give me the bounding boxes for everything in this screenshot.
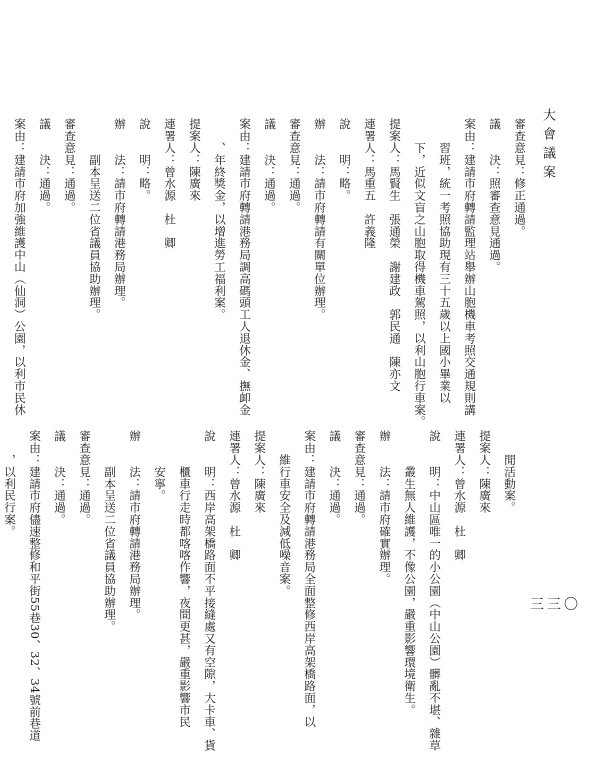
text-column: 連署人：曾水源 杜 卿	[453, 430, 467, 561]
text-column: 案由：建請市府儘速整修和平街55巷30、32、34號前巷道	[28, 430, 42, 742]
text-column: 櫃車行走時都喀喀作響，夜間更甚，嚴重影響市民	[178, 430, 192, 728]
text-column: 提案人：陳廣來	[253, 430, 267, 514]
text-column: 議 決：照審查意見通過。	[488, 118, 502, 273]
text-column: 習班，統一考照協助現有三十五歲以上國小畢業以	[438, 118, 452, 404]
text-column: 審查意見：通過。	[63, 118, 77, 214]
text-column: 提案人：陳廣來	[478, 430, 492, 514]
text-column: 議 決：通過。	[328, 430, 342, 526]
text-column: 審查意見：通過。	[353, 430, 367, 526]
text-column: 審查意見：通過。	[288, 118, 302, 214]
text-column: 閒活動案。	[503, 430, 517, 514]
text-column: 議 決：通過。	[263, 118, 277, 214]
top-text-block	[7, 118, 532, 438]
text-column: ，以利民行案。	[3, 430, 17, 538]
text-column: 辦 法：請市府轉請港務局辦理。	[128, 430, 142, 621]
text-column: 案由：建請市府轉請監理站舉辦山胞機車考照交通規則講	[463, 118, 477, 416]
page-header: 大會議案	[540, 108, 555, 184]
text-column: 審查意見：修正通過。	[513, 118, 527, 237]
text-column: 、年終獎金，以增進勞工福利案。	[213, 118, 227, 321]
text-column: 說 明：略。	[138, 118, 152, 202]
text-column: 連署人：曾水源 杜 卿	[228, 430, 242, 561]
text-column: 辦 法：請市府轉請有關單位辦理。	[313, 118, 327, 321]
text-column: 議 決：通過。	[38, 118, 52, 214]
text-column: 提案人：陳廣來	[188, 118, 202, 202]
text-column: 辦 法：請市府轉請港務局辦理。	[113, 118, 127, 309]
text-column: 說 明：中山區唯一的小公園（中山公園）髒亂不堪、雜草	[428, 430, 442, 752]
text-column: 叢生無人維護，不像公園，嚴重影響環境衛生。	[403, 430, 417, 716]
text-column: 辦 法：請市府確實辦理。	[378, 430, 392, 585]
text-column: 說 明：西岸高架橋路面不平接縫處又有空隙，大卡車、貨	[203, 430, 217, 752]
text-column: 議 決：通過。	[53, 430, 67, 526]
bottom-text-block	[0, 430, 522, 760]
text-column: 安寧。	[153, 430, 167, 502]
text-column: 案由：建請市府轉請港務局調高碼頭工人退休金、撫卹金	[238, 118, 252, 416]
text-column: 副本呈送二位省議員協助辦理。	[103, 430, 117, 633]
text-column: 說 明：略。	[338, 118, 352, 202]
text-column: 連署人：曾水源 杜 卿	[163, 118, 177, 249]
text-column: 案由：建請市府加強維護中山（仙洞）公園，以利市民休	[13, 118, 27, 416]
text-column: 連署人：馬重五 許義隆	[363, 118, 377, 249]
text-column: 案由：建請市府轉請港務局全面整修西岸高架橋路面，以	[303, 430, 317, 728]
text-column: 維行車安全及減低噪音案。	[278, 430, 292, 597]
text-column: 提案人：馬賢生 張通榮 謝建政 郭民通 陳亦文	[388, 118, 402, 392]
text-column: 審查意見：通過。	[78, 430, 92, 526]
text-column: 下，近似文盲之山胞取得機車駕照，以利山胞行車案。	[413, 118, 427, 428]
text-column: 副本呈送二位省議員協助辦理。	[88, 118, 102, 321]
page-number: 三三〇	[530, 597, 581, 613]
